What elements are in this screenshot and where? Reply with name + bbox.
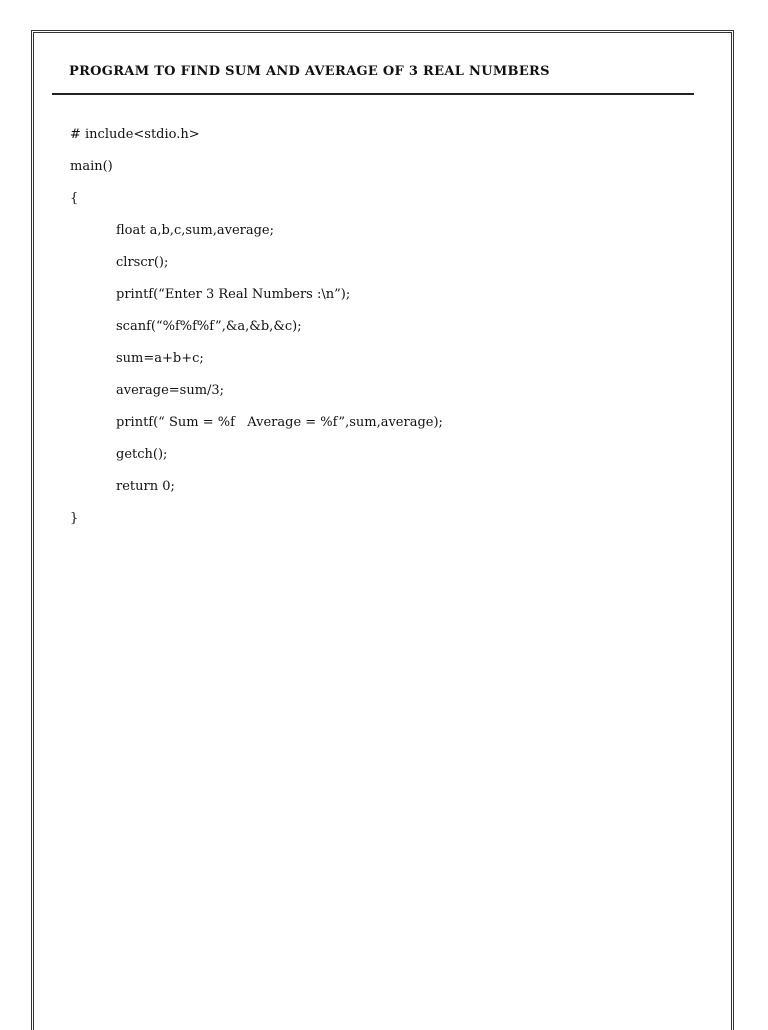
code-line-printf-result: printf(“ Sum = %f Average = %f”,sum,average);: [116, 415, 443, 430]
code-line-average: average=sum/3;: [116, 383, 225, 398]
code-line-printf-prompt: printf(“Enter 3 Real Numbers :\n”);: [116, 287, 351, 302]
code-line-open-brace: {: [70, 191, 79, 206]
code-line-return: return 0;: [116, 479, 175, 494]
code-line-sum: sum=a+b+c;: [116, 351, 204, 366]
code-line-clrscr: clrscr();: [116, 255, 169, 270]
page-title: PROGRAM TO FIND SUM AND AVERAGE OF 3 REAL NUMBERS: [69, 64, 550, 79]
title-underline: [52, 93, 694, 95]
code-line-include: # include<stdio.h>: [70, 127, 200, 142]
page-border: [31, 30, 734, 1030]
code-line-close-brace: }: [70, 511, 79, 526]
code-line-scanf: scanf(“%f%f%f”,&a,&b,&c);: [116, 319, 302, 334]
code-line-declaration: float a,b,c,sum,average;: [116, 223, 275, 238]
code-line-main: main(): [70, 159, 113, 174]
code-line-getch: getch();: [116, 447, 168, 462]
